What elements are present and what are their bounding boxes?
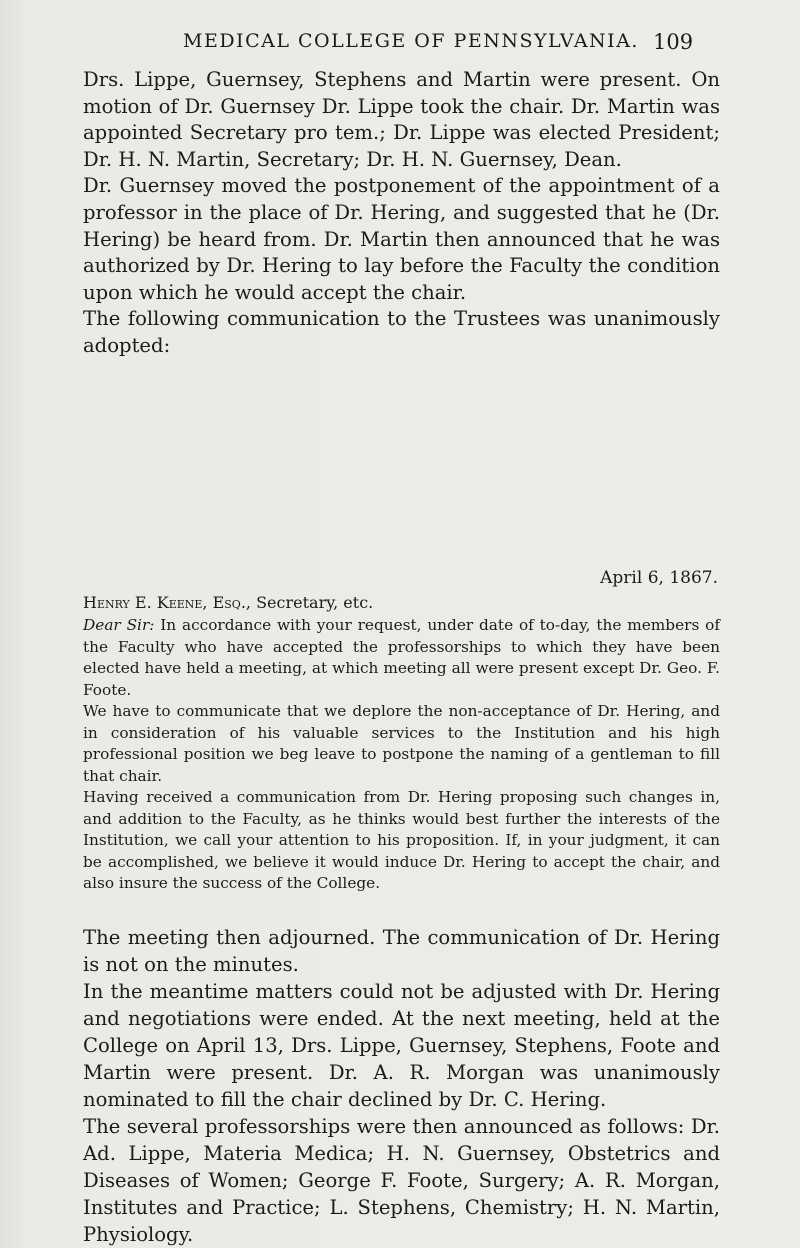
salutation: Dear Sir: — [83, 616, 155, 634]
paragraph: The meeting then adjourned. The communication of Dr. Hering is not on the minutes. — [83, 926, 720, 976]
paragraph: In the meantime matters could not be adjusted with Dr. Hering and negotiations were ended. At the next meeting, held at the College on April 13, Drs. Lippe, Guernsey, Stephens, Foote and Martin were present. Dr. A. R. Morgan was unanimously nominated to fill the chair declined by Dr. C. Hering. — [83, 980, 720, 1111]
paragraph: The several professorships were then announced as follows: Dr. Ad. Lippe, Materia Medica; H. N. Guernsey, Obstetrics and Diseases of Women; George F. Foote, Surgery; A. R. Morgan, Institutes and Practice; L. Stephens, Chemistry; H. N. Martin, Physiology. — [83, 1115, 720, 1246]
letter-addressee — [83, 592, 720, 614]
addressee-role: Secretary, etc. — [256, 592, 374, 612]
minutes-text — [83, 67, 720, 360]
letter-paragraph: We have to communicate that we deplore the non-acceptance of Dr. Hering, and in consideration of his valuable services to the Institution and his high professional position we beg leave to postpone the naming of a gentleman to fill that chair. — [83, 702, 720, 785]
trustees-letter — [83, 568, 720, 895]
letter-date: April 6, 1867. — [600, 568, 718, 588]
addressee-name: Henry E. Keene, Esq., — [83, 592, 251, 612]
letter-paragraph-text: In accordance with your request, under date of to-day, the members of the Faculty who have accepted the professorships to which they have been elected have held a meeting, at which meeting all were present except Dr. Geo. F. Foote. — [83, 616, 720, 699]
paragraph: Dr. Guernsey moved the postponement of the appointment of a professor in the place of Dr. Hering, and suggested that he (Dr. Hering) be heard from. Dr. Martin then announced that he was authorized by Dr. Hering to lay before the Faculty the condition upon which he would accept the chair. — [83, 174, 720, 304]
running-title: MEDICAL COLLEGE OF PENNSYLVANIA. — [183, 30, 639, 52]
closing-text — [83, 924, 720, 1248]
page-number: 109 — [653, 30, 694, 54]
letter-paragraph: Having received a communication from Dr. Hering proposing such changes in, and addition to the Faculty, as he thinks would best further the interests of the Institution, we call your attention to his proposition. If, in your judgment, it can be accomplished, we believe it would induce Dr. Hering to accept the chair, and also insure the success of the College. — [83, 788, 720, 892]
letter-paragraph — [83, 615, 720, 701]
paragraph: The following communication to the Trustees was unanimously adopted: — [83, 307, 720, 357]
paragraph: Drs. Lippe, Guernsey, Stephens and Martin were present. On motion of Dr. Guernsey Dr. Lippe took the chair. Dr. Martin was appointed Secretary pro tem.; Dr. Lippe was elected President; Dr. H. N. Martin, Secretary; Dr. H. N. Guernsey, Dean. — [83, 68, 720, 171]
